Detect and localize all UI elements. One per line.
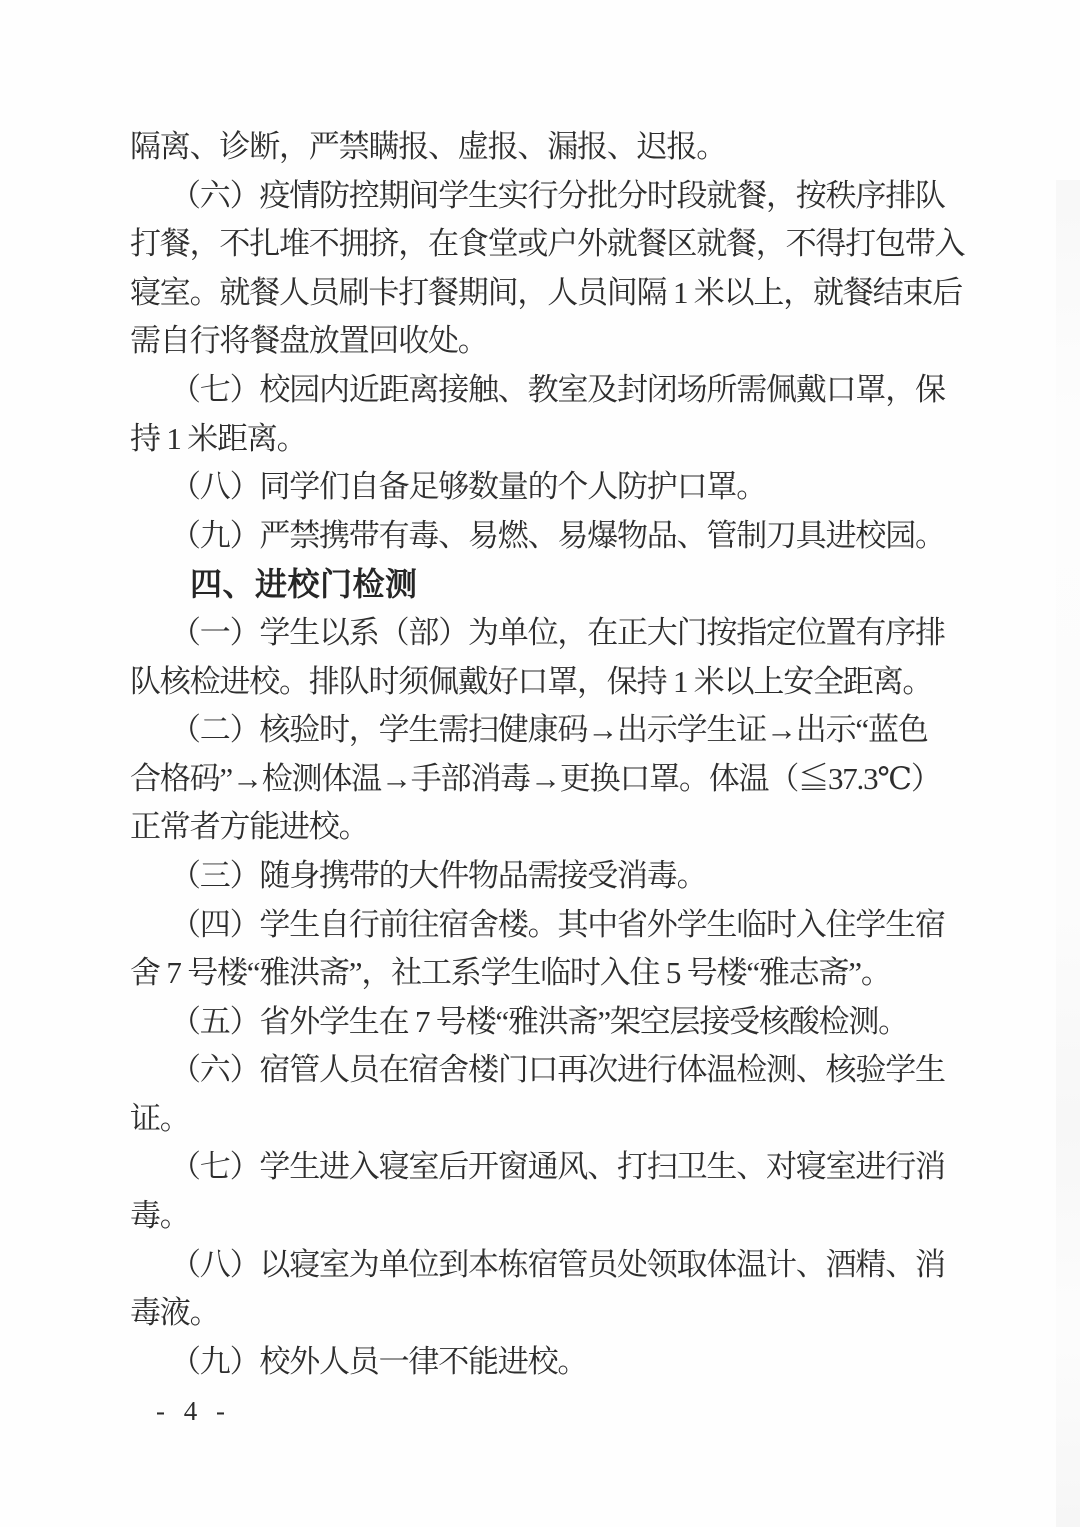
doc-line: （一）学生以系（部）为单位，在正大门按指定位置有序排 bbox=[170, 614, 945, 650]
doc-line: 舍 7 号楼“雅洪斋”，社工系学生临时入住 5 号楼“雅志斋”。 bbox=[130, 955, 891, 991]
doc-line: 合格码”→检测体温→手部消毒→更换口罩。体温（≦37.3℃） bbox=[130, 760, 941, 796]
doc-line: 正常者方能进校。 bbox=[130, 809, 369, 845]
doc-line: （八）以寝室为单位到本栋宿管员处领取体温计、酒精、消 bbox=[170, 1246, 945, 1282]
doc-line: 寝室。就餐人员刷卡打餐期间，人员间隔 1 米以上，就餐结束后 bbox=[130, 274, 962, 310]
doc-line: （九）严禁携带有毒、易燃、易爆物品、管制刀具进校园。 bbox=[170, 517, 945, 553]
doc-line: 证。 bbox=[130, 1100, 190, 1136]
doc-line: （六）宿管人员在宿舍楼门口再次进行体温检测、核验学生 bbox=[170, 1052, 945, 1088]
doc-line: 持 1 米距离。 bbox=[130, 420, 307, 456]
section-heading: 四、进校门检测 bbox=[190, 566, 418, 603]
doc-line: 队核检进校。排队时须佩戴好口罩，保持 1 米以上安全距离。 bbox=[130, 663, 933, 699]
doc-line: （八）同学们自备足够数量的个人防护口罩。 bbox=[170, 469, 766, 505]
doc-line: （九）校外人员一律不能进校。 bbox=[170, 1343, 588, 1379]
doc-line: （四）学生自行前往宿舍楼。其中省外学生临时入住学生宿 bbox=[170, 906, 945, 942]
page-number: - 4 - bbox=[156, 1396, 231, 1426]
doc-line: （七）校园内近距离接触、教室及封闭场所需佩戴口罩，保 bbox=[170, 371, 945, 407]
scan-edge-shading bbox=[1056, 180, 1080, 1527]
doc-line: 毒液。 bbox=[130, 1295, 220, 1331]
doc-line: （五）省外学生在 7 号楼“雅洪斋”架空层接受核酸检测。 bbox=[170, 1003, 908, 1039]
doc-line: 毒。 bbox=[130, 1198, 190, 1234]
doc-line: （七）学生进入寝室后开窗通风、打扫卫生、对寝室进行消 bbox=[170, 1149, 945, 1185]
doc-line: （二）核验时，学生需扫健康码→出示学生证→出示“蓝色 bbox=[170, 712, 928, 748]
doc-line: 需自行将餐盘放置回收处。 bbox=[130, 323, 488, 359]
doc-line: （六）疫情防控期间学生实行分批分时段就餐，按秩序排队 bbox=[170, 177, 945, 213]
doc-line: 打餐，不扎堆不拥挤，在食堂或户外就餐区就餐，不得打包带入 bbox=[130, 226, 965, 262]
doc-line: （三）随身携带的大件物品需接受消毒。 bbox=[170, 857, 707, 893]
doc-line: 隔离、诊断，严禁瞒报、虚报、漏报、迟报。 bbox=[130, 129, 726, 164]
document-body bbox=[130, 123, 970, 1386]
